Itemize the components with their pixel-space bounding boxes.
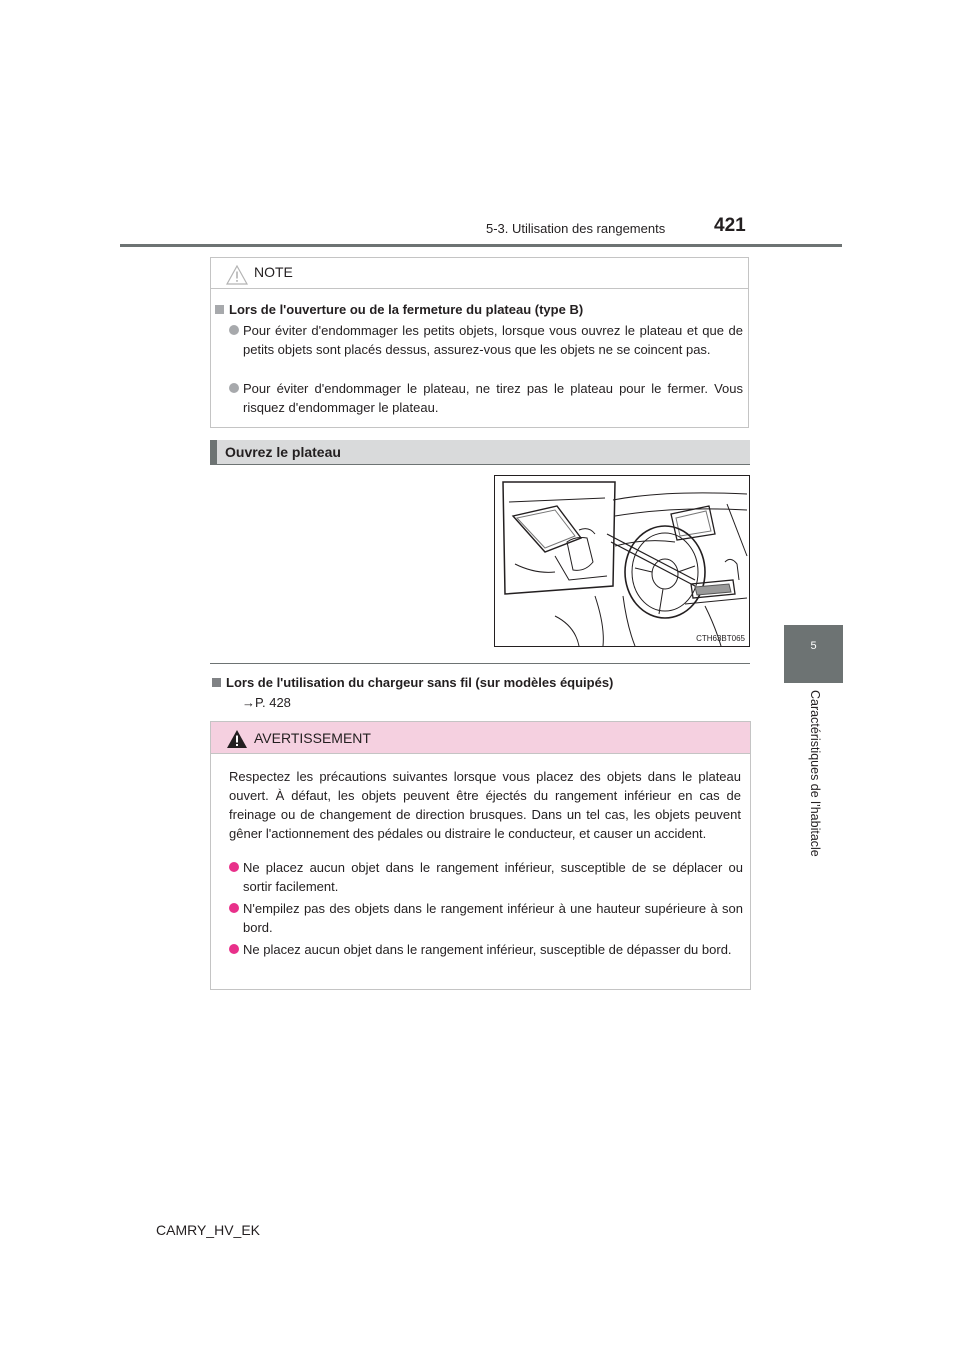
warning-triangle-icon [226,729,248,749]
bullet-dot-icon [229,944,239,954]
header-rule [120,244,842,247]
section-underline [210,464,750,465]
note-subhead-text: Lors de l'ouverture ou de la fermeture du plateau (type B) [229,302,584,317]
page-number: 421 [714,215,746,236]
square-bullet-icon [215,305,224,314]
caution-triangle-icon [226,265,248,285]
note-header [211,258,748,289]
section-title: Ouvrez le plateau [225,444,341,460]
section-heading-band [210,440,750,464]
page-reference-link[interactable]: →P. 428 [242,695,291,710]
warning-bullet-1 [243,858,743,896]
note-bullet-1 [243,321,743,359]
warning-box [210,721,751,990]
footer-model-code: CAMRY_HV_EK [156,1222,261,1238]
subsection-divider [210,663,750,664]
warning-label: AVERTISSEMENT [254,730,371,746]
warning-bullet-3-text: Ne placez aucun objet dans le rangement inférieur, susceptible de dépasser du bord. [243,942,732,957]
dashboard-drawing [495,476,750,647]
note-bullet-1-text: Pour éviter d'endommager les petits objets, lorsque vous ouvrez le plateau et que de petits objets sont placés dessus, assurez-vous que les objets ne se coincent pas. [243,323,743,357]
figure-code: CTH63BT065 [696,634,745,643]
subsection-title: Lors de l'utilisation du chargeur sans fil (sur modèles équipés) [226,675,614,690]
note-box [210,257,749,428]
bullet-dot-icon [229,903,239,913]
note-label: NOTE [254,264,293,280]
warning-bullet-2 [243,899,743,937]
square-bullet-icon [212,678,221,687]
warning-bullet-3 [243,940,743,959]
warning-intro: Respectez les précautions suivantes lorsque vous placez des objets dans le plateau ouvert. À défaut, les objets peuvent être éjectés du rangement inférieur en cas de freinage ou de changement de direction brusques. Dans un tel cas, les objets peuvent gêner l'actionnement des pédales ou distraire le conducteur, et causer un accident. [229,769,741,841]
bullet-dot-icon [229,862,239,872]
note-bullet-2-text: Pour éviter d'endommager le plateau, ne tirez pas le plateau pour le fermer. Vous risquez d'endommager le plateau. [243,381,743,415]
header-section-title: 5-3. Utilisation des rangements [486,221,666,236]
chapter-title-vertical: Caractéristiques de l’habitacle [808,690,822,857]
bullet-dot-icon [229,325,239,335]
note-bullet-2 [243,379,743,417]
subsection-heading [212,675,613,690]
tray-illustration [494,475,750,647]
note-subhead [215,302,583,317]
warning-bullet-1-text: Ne placez aucun objet dans le rangement inférieur, susceptible de se déplacer ou sortir facilement. [243,860,743,894]
bullet-dot-icon [229,383,239,393]
warning-bullet-2-text: N'empilez pas des objets dans le rangement inférieur à une hauteur supérieure à son bord. [243,901,743,935]
chapter-number: 5 [810,640,817,652]
chapter-tab [784,625,843,683]
warning-header [211,722,750,754]
